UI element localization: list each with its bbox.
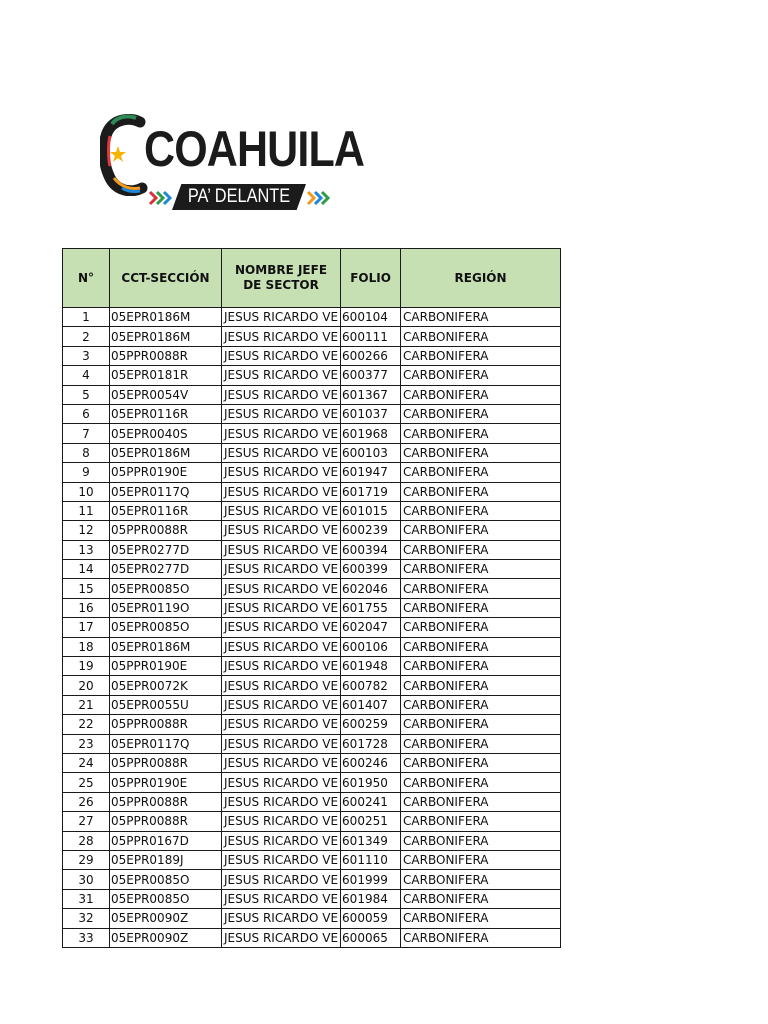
table-row [63, 928, 561, 947]
region-cell: CARBONIFERA [401, 909, 561, 928]
table-row [63, 598, 561, 617]
cct-cell: 05PPR0088R [110, 521, 222, 540]
table-row [63, 521, 561, 540]
jefe-cell: JESUS RICARDO VE [222, 753, 341, 772]
region-cell: CARBONIFERA [401, 637, 561, 656]
table-body [63, 308, 561, 948]
folio-cell: 600104 [341, 308, 401, 327]
row-number: 1 [63, 308, 110, 327]
jefe-cell: JESUS RICARDO VE [222, 812, 341, 831]
row-number: 2 [63, 327, 110, 346]
cct-cell: 05EPR0277D [110, 540, 222, 559]
row-number: 23 [63, 734, 110, 753]
region-cell: CARBONIFERA [401, 521, 561, 540]
folio-cell: 600266 [341, 346, 401, 365]
cct-cell: 05PPR0190E [110, 773, 222, 792]
table-row [63, 560, 561, 579]
jefe-cell: JESUS RICARDO VE [222, 831, 341, 850]
region-cell: CARBONIFERA [401, 366, 561, 385]
header-cct-seccion: CCT-SECCIÓN [110, 249, 222, 308]
region-cell: CARBONIFERA [401, 346, 561, 365]
row-number: 7 [63, 424, 110, 443]
table-header-row [63, 249, 561, 308]
cct-cell: 05EPR0117Q [110, 482, 222, 501]
folio-cell: 601999 [341, 870, 401, 889]
logo-title: COAHUILA [144, 121, 365, 177]
jefe-cell: JESUS RICARDO VE [222, 676, 341, 695]
row-number: 19 [63, 657, 110, 676]
coahuila-logo [100, 112, 365, 216]
region-cell: CARBONIFERA [401, 753, 561, 772]
cct-cell: 05EPR0119O [110, 598, 222, 617]
region-cell: CARBONIFERA [401, 327, 561, 346]
cct-cell: 05EPR0090Z [110, 909, 222, 928]
cct-cell: 05PPR0088R [110, 792, 222, 811]
table-row [63, 792, 561, 811]
folio-cell: 601947 [341, 463, 401, 482]
jefe-cell: JESUS RICARDO VE [222, 501, 341, 520]
table-row [63, 909, 561, 928]
jefe-cell: JESUS RICARDO VE [222, 889, 341, 908]
folio-cell: 600394 [341, 540, 401, 559]
row-number: 3 [63, 346, 110, 365]
region-cell: CARBONIFERA [401, 715, 561, 734]
row-number: 21 [63, 695, 110, 714]
header-folio: FOLIO [341, 249, 401, 308]
chevrons-left-icon [148, 190, 172, 206]
jefe-cell: JESUS RICARDO VE [222, 773, 341, 792]
table-row [63, 676, 561, 695]
table-row [63, 773, 561, 792]
folio-cell: 600782 [341, 676, 401, 695]
table-row [63, 327, 561, 346]
folio-cell: 601367 [341, 385, 401, 404]
cct-cell: 05EPR0085O [110, 579, 222, 598]
jefe-cell: JESUS RICARDO VE [222, 424, 341, 443]
region-cell: CARBONIFERA [401, 560, 561, 579]
cct-cell: 05EPR0085O [110, 889, 222, 908]
cct-cell: 05EPR0186M [110, 443, 222, 462]
region-cell: CARBONIFERA [401, 676, 561, 695]
jefe-cell: JESUS RICARDO VE [222, 482, 341, 501]
folio-cell: 601968 [341, 424, 401, 443]
region-cell: CARBONIFERA [401, 695, 561, 714]
logo-subtitle: PA’ DELANTE [187, 186, 291, 207]
table-row [63, 308, 561, 327]
row-number: 33 [63, 928, 110, 947]
table-row [63, 753, 561, 772]
table-row [63, 831, 561, 850]
region-cell: CARBONIFERA [401, 404, 561, 423]
row-number: 5 [63, 385, 110, 404]
folio-cell: 601349 [341, 831, 401, 850]
table-row [63, 618, 561, 637]
region-cell: CARBONIFERA [401, 889, 561, 908]
region-cell: CARBONIFERA [401, 734, 561, 753]
row-number: 22 [63, 715, 110, 734]
jefe-cell: JESUS RICARDO VE [222, 909, 341, 928]
cct-cell: 05EPR0090Z [110, 928, 222, 947]
cct-cell: 05EPR0085O [110, 618, 222, 637]
header-region: REGIÓN [401, 249, 561, 308]
cct-cell: 05PPR0088R [110, 346, 222, 365]
row-number: 4 [63, 366, 110, 385]
region-cell: CARBONIFERA [401, 812, 561, 831]
row-number: 14 [63, 560, 110, 579]
row-number: 20 [63, 676, 110, 695]
region-cell: CARBONIFERA [401, 443, 561, 462]
row-number: 15 [63, 579, 110, 598]
region-cell: CARBONIFERA [401, 928, 561, 947]
folio-cell: 600251 [341, 812, 401, 831]
row-number: 10 [63, 482, 110, 501]
jefe-cell: JESUS RICARDO VE [222, 850, 341, 869]
table-row [63, 501, 561, 520]
folio-cell: 600239 [341, 521, 401, 540]
header-nombre-jefe: NOMBRE JEFE DE SECTOR [222, 249, 341, 308]
jefe-cell: JESUS RICARDO VE [222, 657, 341, 676]
region-cell: CARBONIFERA [401, 540, 561, 559]
jefe-cell: JESUS RICARDO VE [222, 308, 341, 327]
cct-cell: 05EPR0116R [110, 404, 222, 423]
cct-cell: 05EPR0186M [110, 308, 222, 327]
cct-cell: 05EPR0072K [110, 676, 222, 695]
region-cell: CARBONIFERA [401, 308, 561, 327]
row-number: 26 [63, 792, 110, 811]
region-cell: CARBONIFERA [401, 501, 561, 520]
row-number: 13 [63, 540, 110, 559]
cct-cell: 05EPR0055U [110, 695, 222, 714]
row-number: 24 [63, 753, 110, 772]
folio-cell: 601719 [341, 482, 401, 501]
folio-cell: 600065 [341, 928, 401, 947]
data-table [62, 248, 561, 948]
row-number: 28 [63, 831, 110, 850]
folio-cell: 601015 [341, 501, 401, 520]
folio-cell: 600106 [341, 637, 401, 656]
folio-cell: 602046 [341, 579, 401, 598]
table-row [63, 715, 561, 734]
jefe-cell: JESUS RICARDO VE [222, 579, 341, 598]
jefe-cell: JESUS RICARDO VE [222, 346, 341, 365]
folio-cell: 600111 [341, 327, 401, 346]
table-row [63, 424, 561, 443]
folio-cell: 601984 [341, 889, 401, 908]
cct-cell: 05PPR0088R [110, 812, 222, 831]
row-number: 6 [63, 404, 110, 423]
folio-cell: 601950 [341, 773, 401, 792]
folio-cell: 602047 [341, 618, 401, 637]
cct-cell: 05PPR0088R [110, 715, 222, 734]
region-cell: CARBONIFERA [401, 831, 561, 850]
cct-cell: 05EPR0277D [110, 560, 222, 579]
jefe-cell: JESUS RICARDO VE [222, 695, 341, 714]
jefe-cell: JESUS RICARDO VE [222, 385, 341, 404]
folio-cell: 601728 [341, 734, 401, 753]
region-cell: CARBONIFERA [401, 598, 561, 617]
table-row [63, 889, 561, 908]
row-number: 32 [63, 909, 110, 928]
table-row [63, 695, 561, 714]
coahuila-c-emblem-icon [100, 114, 148, 196]
jefe-cell: JESUS RICARDO VE [222, 870, 341, 889]
jefe-cell: JESUS RICARDO VE [222, 521, 341, 540]
jefe-cell: JESUS RICARDO VE [222, 734, 341, 753]
table-row [63, 850, 561, 869]
region-cell: CARBONIFERA [401, 657, 561, 676]
row-number: 8 [63, 443, 110, 462]
table-row [63, 812, 561, 831]
folio-cell: 600246 [341, 753, 401, 772]
table-row [63, 366, 561, 385]
cct-cell: 05EPR0117Q [110, 734, 222, 753]
folio-cell: 601407 [341, 695, 401, 714]
table-row [63, 482, 561, 501]
region-cell: CARBONIFERA [401, 850, 561, 869]
region-cell: CARBONIFERA [401, 482, 561, 501]
folio-cell: 601948 [341, 657, 401, 676]
jefe-cell: JESUS RICARDO VE [222, 792, 341, 811]
folio-cell: 601755 [341, 598, 401, 617]
region-cell: CARBONIFERA [401, 385, 561, 404]
folio-cell: 600103 [341, 443, 401, 462]
row-number: 12 [63, 521, 110, 540]
region-cell: CARBONIFERA [401, 579, 561, 598]
row-number: 17 [63, 618, 110, 637]
jefe-cell: JESUS RICARDO VE [222, 618, 341, 637]
jefe-cell: JESUS RICARDO VE [222, 560, 341, 579]
region-cell: CARBONIFERA [401, 773, 561, 792]
cct-cell: 05EPR0189J [110, 850, 222, 869]
table-row [63, 346, 561, 365]
table-row [63, 463, 561, 482]
jefe-cell: JESUS RICARDO VE [222, 404, 341, 423]
jefe-cell: JESUS RICARDO VE [222, 463, 341, 482]
cct-cell: 05PPR0190E [110, 463, 222, 482]
cct-cell: 05EPR0186M [110, 637, 222, 656]
region-cell: CARBONIFERA [401, 870, 561, 889]
table-row [63, 404, 561, 423]
cct-cell: 05EPR0040S [110, 424, 222, 443]
chevrons-right-icon [306, 190, 330, 206]
cct-cell: 05PPR0190E [110, 657, 222, 676]
table-row [63, 579, 561, 598]
cct-cell: 05EPR0085O [110, 870, 222, 889]
region-cell: CARBONIFERA [401, 618, 561, 637]
table-row [63, 734, 561, 753]
table-row [63, 443, 561, 462]
folio-cell: 600059 [341, 909, 401, 928]
cct-cell: 05EPR0186M [110, 327, 222, 346]
table-row [63, 870, 561, 889]
row-number: 25 [63, 773, 110, 792]
jefe-cell: JESUS RICARDO VE [222, 928, 341, 947]
row-number: 9 [63, 463, 110, 482]
jefe-cell: JESUS RICARDO VE [222, 598, 341, 617]
jefe-cell: JESUS RICARDO VE [222, 327, 341, 346]
row-number: 30 [63, 870, 110, 889]
table-row [63, 385, 561, 404]
jefe-cell: JESUS RICARDO VE [222, 715, 341, 734]
region-cell: CARBONIFERA [401, 463, 561, 482]
cct-cell: 05PPR0167D [110, 831, 222, 850]
cct-cell: 05EPR0181R [110, 366, 222, 385]
folio-cell: 601037 [341, 404, 401, 423]
folio-cell: 600259 [341, 715, 401, 734]
cct-cell: 05EPR0054V [110, 385, 222, 404]
jefe-cell: JESUS RICARDO VE [222, 540, 341, 559]
table-row [63, 540, 561, 559]
jefe-cell: JESUS RICARDO VE [222, 366, 341, 385]
folio-cell: 600241 [341, 792, 401, 811]
table-row [63, 637, 561, 656]
folio-cell: 600377 [341, 366, 401, 385]
jefe-cell: JESUS RICARDO VE [222, 443, 341, 462]
folio-cell: 601110 [341, 850, 401, 869]
row-number: 16 [63, 598, 110, 617]
table-row [63, 657, 561, 676]
folio-cell: 600399 [341, 560, 401, 579]
cct-cell: 05PPR0088R [110, 753, 222, 772]
cct-cell: 05EPR0116R [110, 501, 222, 520]
row-number: 11 [63, 501, 110, 520]
header-number: N° [63, 249, 110, 308]
jefe-cell: JESUS RICARDO VE [222, 637, 341, 656]
row-number: 27 [63, 812, 110, 831]
row-number: 31 [63, 889, 110, 908]
region-cell: CARBONIFERA [401, 792, 561, 811]
region-cell: CARBONIFERA [401, 424, 561, 443]
row-number: 18 [63, 637, 110, 656]
row-number: 29 [63, 850, 110, 869]
